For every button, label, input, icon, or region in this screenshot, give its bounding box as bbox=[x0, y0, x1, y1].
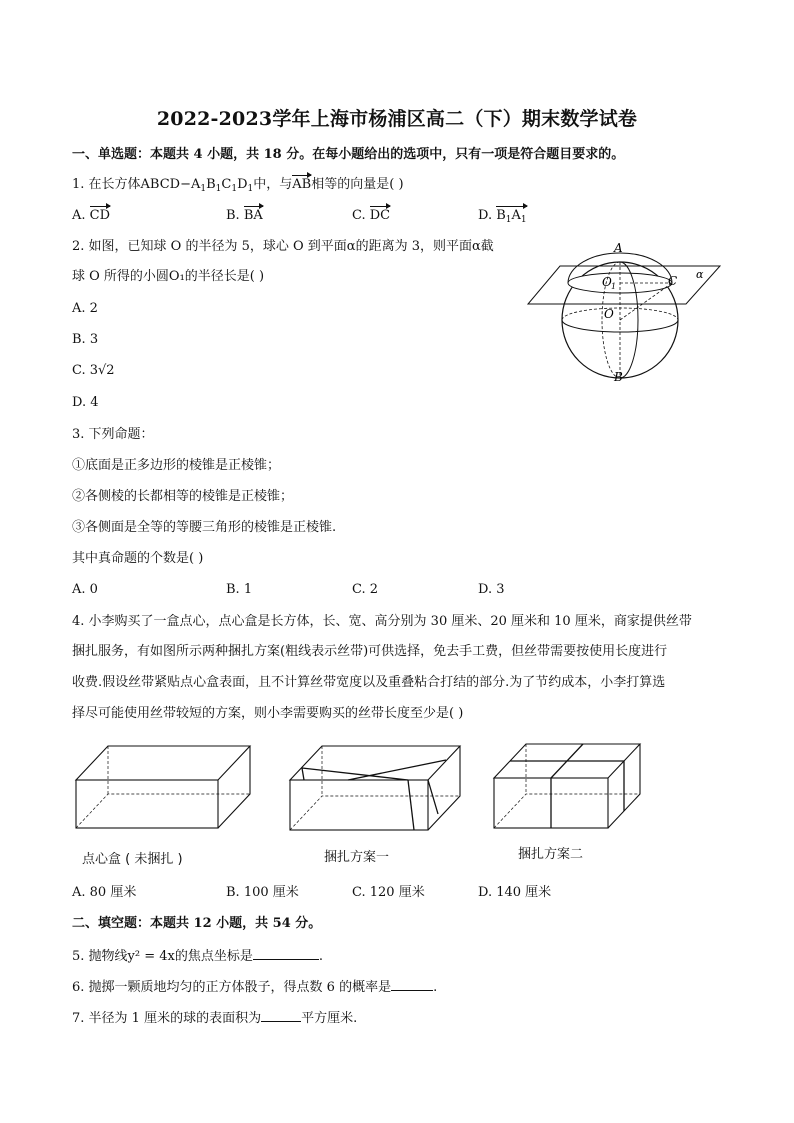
q1-option-c[interactable] bbox=[352, 207, 390, 225]
box-hidden-edges bbox=[76, 794, 250, 828]
option-label: C. bbox=[352, 208, 370, 223]
q3-ask: 其中真命题的个数是( ) bbox=[72, 551, 204, 566]
q7-answer-blank[interactable] bbox=[261, 1008, 301, 1022]
q1-option-d[interactable] bbox=[478, 207, 527, 229]
q4-option-b[interactable]: B. 100 厘米 bbox=[226, 885, 299, 900]
vector-b1a1: $B_1A_1$ bbox=[496, 207, 526, 229]
label-alpha: α bbox=[696, 268, 704, 281]
q7-text: 7. 半径为 1 厘米的球的表面积为 bbox=[72, 1011, 262, 1026]
q4-option-d[interactable]: D. 140 厘米 bbox=[478, 885, 552, 900]
q1-option-b[interactable] bbox=[226, 207, 263, 225]
question-4-line-2: 捆扎服务，有如图所示两种捆扎方案(粗线表示丝带)可供选择，免去手工费，但丝带需要按使用长度进行 bbox=[72, 644, 668, 659]
question-1-stem: 1. 在长方体$ABCD-A_1B_1C_1D_1$中，与AB相等的向量是( ) bbox=[72, 177, 404, 194]
q1-stem-part-c: 相等的向量是( ) bbox=[311, 177, 404, 192]
option-label: B. bbox=[226, 208, 244, 223]
question-6 bbox=[72, 977, 437, 997]
section-2-header bbox=[72, 915, 321, 933]
page-title: 2022-2023学年上海市杨浦区高二（下）期末数学试卷 bbox=[156, 108, 638, 130]
sub: 1 bbox=[520, 215, 527, 225]
label-o1: O bbox=[602, 275, 612, 289]
label-a: A bbox=[614, 241, 623, 255]
sub-1c: 1 bbox=[231, 184, 238, 194]
q3-option-a[interactable]: A. 0 bbox=[72, 582, 98, 597]
sub-1d: 1 bbox=[247, 184, 254, 194]
vector-ab: AB bbox=[292, 177, 312, 192]
question-4-line-4: 择尽可能使用丝带较短的方案，则小李需要购买的丝带长度至少是( ) bbox=[72, 706, 464, 721]
box-right bbox=[428, 746, 460, 830]
box-front bbox=[290, 780, 428, 830]
q5-tail: . bbox=[318, 949, 323, 964]
box-right bbox=[218, 746, 250, 828]
box-top bbox=[76, 746, 250, 780]
q3-proposition-1: ①底面是正多边形的棱锥是正棱锥； bbox=[72, 458, 281, 473]
caption-box-unwrapped: 点心盒 ( 未捆扎 ) bbox=[82, 852, 183, 867]
section-1-desc: 本题共 4 小题，共 18 分。在每小题给出的选项中，只有一项是符合题目要求的。 bbox=[150, 147, 625, 162]
question-3-stem: 3. 下列命题： bbox=[72, 427, 154, 442]
q2-option-d[interactable]: D. 4 bbox=[72, 395, 99, 410]
sphere-figure bbox=[524, 236, 724, 386]
section-2-heading: 二、填空题： bbox=[72, 916, 151, 931]
q4-option-a[interactable]: A. 80 厘米 bbox=[72, 885, 137, 900]
q1-option-a[interactable] bbox=[72, 207, 110, 225]
caption-plan-one: 捆扎方案一 bbox=[324, 850, 390, 865]
q3-proposition-2: ②各侧棱的长都相等的棱锥是正棱锥； bbox=[72, 489, 294, 504]
q7-tail: 平方厘米. bbox=[301, 1011, 358, 1026]
q3-proposition-3: ③各侧面是全等的等腰三角形的棱锥是正棱锥. bbox=[72, 520, 337, 535]
q5-answer-blank[interactable] bbox=[253, 946, 319, 960]
question-4-line-3: 收费.假设丝带紧贴点心盒表面，且不计算丝带宽度以及重叠粘合打结的部分.为了节约成本，小李打算选 bbox=[72, 675, 666, 690]
box-plan-one-figure bbox=[288, 742, 464, 834]
label-o: O bbox=[604, 307, 614, 321]
section-1-header bbox=[72, 146, 624, 164]
equator-front bbox=[562, 320, 678, 332]
question-4-line-1: 4. 小李购买了一盒点心，点心盒是长方体，长、宽、高分别为 30 厘米、20 厘米和 10 厘米，商家提供丝带 bbox=[72, 614, 692, 629]
box-unwrapped-figure bbox=[74, 742, 254, 832]
q2-option-c[interactable]: C. 3√2 bbox=[72, 363, 115, 378]
option-label: D. bbox=[478, 208, 497, 223]
label-b: B bbox=[614, 370, 623, 384]
section-1-heading: 一、单选题： bbox=[72, 147, 151, 162]
label-o1-sub: 1 bbox=[611, 282, 617, 291]
q6-answer-blank[interactable] bbox=[391, 977, 433, 991]
q2-option-a[interactable]: A. 2 bbox=[72, 301, 98, 316]
vector-ba: BA bbox=[243, 208, 263, 223]
vector-dc: DC bbox=[369, 208, 391, 223]
q1-stem-part-b: 中，与 bbox=[253, 177, 293, 192]
section-2-desc: 本题共 12 小题，共 54 分。 bbox=[150, 916, 322, 931]
box-front bbox=[76, 780, 218, 828]
vector-cd: CD bbox=[89, 208, 111, 223]
q2-option-b[interactable]: B. 3 bbox=[72, 332, 99, 347]
question-2-line-2: 球 O 所得的小圆O₁的半径长是( ) bbox=[72, 269, 265, 284]
sub-1b: 1 bbox=[215, 184, 222, 194]
question-5 bbox=[72, 946, 323, 966]
sub-1: 1 bbox=[200, 184, 207, 194]
question-2-line-1: 2. 如图，已知球 O 的半径为 5，球心 O 到平面α的距离为 3，则平面α截 bbox=[72, 239, 494, 254]
box-plan-two-figure bbox=[492, 740, 644, 832]
sub: 1 bbox=[505, 215, 512, 225]
q6-text: 6. 抛掷一颗质地均匀的正方体骰子，得点数 6 的概率是 bbox=[72, 980, 392, 995]
q3-option-d[interactable]: D. 3 bbox=[478, 582, 505, 597]
q3-option-c[interactable]: C. 2 bbox=[352, 582, 379, 597]
caption-plan-two: 捆扎方案二 bbox=[518, 847, 584, 862]
question-7 bbox=[72, 1008, 357, 1028]
box-hidden-edges bbox=[494, 794, 640, 828]
ribbon-side bbox=[428, 780, 438, 814]
q4-option-c[interactable]: C. 120 厘米 bbox=[352, 885, 425, 900]
q6-tail: . bbox=[433, 980, 438, 995]
ribbon-front-1 bbox=[408, 780, 414, 830]
q1-stem-part-a: 1. 在长方体ABCD−A bbox=[72, 177, 201, 192]
q3-option-b[interactable]: B. 1 bbox=[226, 582, 253, 597]
option-label: A. bbox=[72, 208, 90, 223]
label-c: C bbox=[668, 274, 678, 288]
q5-text: 5. 抛物线y² = 4x的焦点坐标是 bbox=[72, 949, 253, 964]
ribbon-segment bbox=[302, 768, 304, 780]
